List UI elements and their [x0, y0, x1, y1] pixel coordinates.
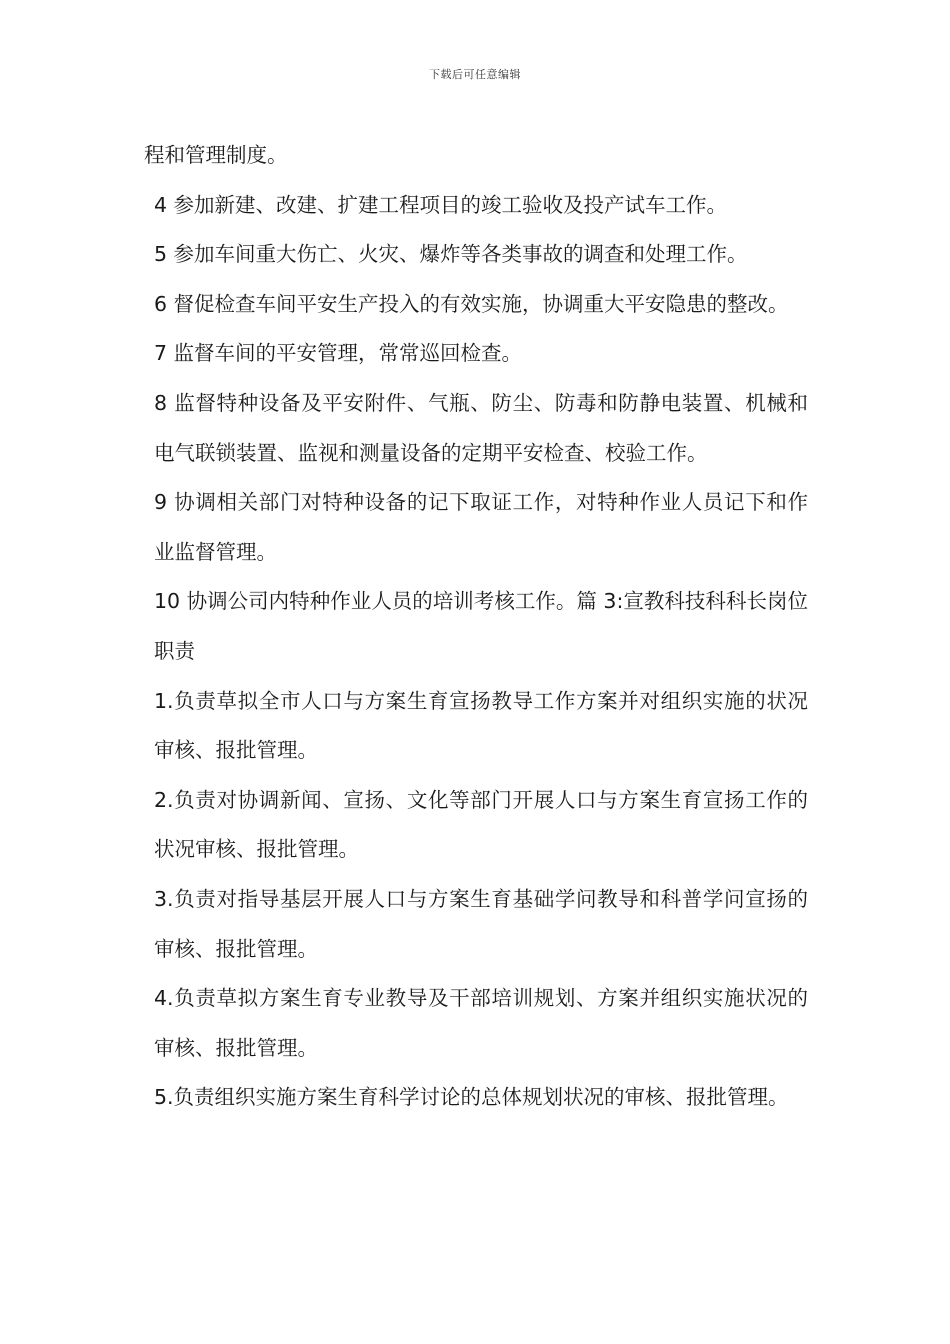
- paragraph: 5.负责组织实施方案生育科学讨论的总体规划状况的审核、报批管理。: [154, 1085, 789, 1110]
- paragraph: 1.负责草拟全市人口与方案生育宣扬教导工作方案并对组织实施的状况审核、报批管理。: [154, 688, 808, 763]
- page-header: 下载后可任意编辑: [429, 68, 521, 81]
- paragraph: 4.负责草拟方案生育专业教导及干部培训规划、方案并组织实施状况的审核、报批管理。: [154, 986, 808, 1060]
- paragraph: 3.负责对指导基层开展人口与方案生育基础学问教导和科普学问宣扬的审核、报批管理。: [154, 886, 808, 961]
- document-body: [144, 131, 808, 1123]
- paragraph: 8 监督特种设备及平安附件、气瓶、防尘、防毒和防静电装置、机械和电气联锁装置、监视和测量设备的定期平安检查、校验工作。: [154, 390, 808, 465]
- paragraph: 6 督促检查车间平安生产投入的有效实施，协调重大平安隐患的整改。: [154, 291, 789, 316]
- paragraph: 7 监督车间的平安管理，常常巡回检查。: [154, 341, 523, 366]
- paragraph: 2.负责对协调新闻、宣扬、文化等部门开展人口与方案生育宣扬工作的状况审核、报批管理。: [154, 787, 808, 862]
- paragraph: 9 协调相关部门对特种设备的记下取证工作，对特种作业人员记下和作业监督管理。: [154, 490, 808, 564]
- paragraph: 5 参加车间重大伤亡、火灾、爆炸等各类事故的调查和处理工作。: [154, 242, 748, 267]
- paragraph: 10 协调公司内特种作业人员的培训考核工作。篇 3:宣教科技科科长岗位职责: [154, 589, 808, 663]
- paragraph: 程和管理制度。: [144, 143, 288, 167]
- paragraph: 4 参加新建、改建、扩建工程项目的竣工验收及投产试车工作。: [154, 192, 728, 217]
